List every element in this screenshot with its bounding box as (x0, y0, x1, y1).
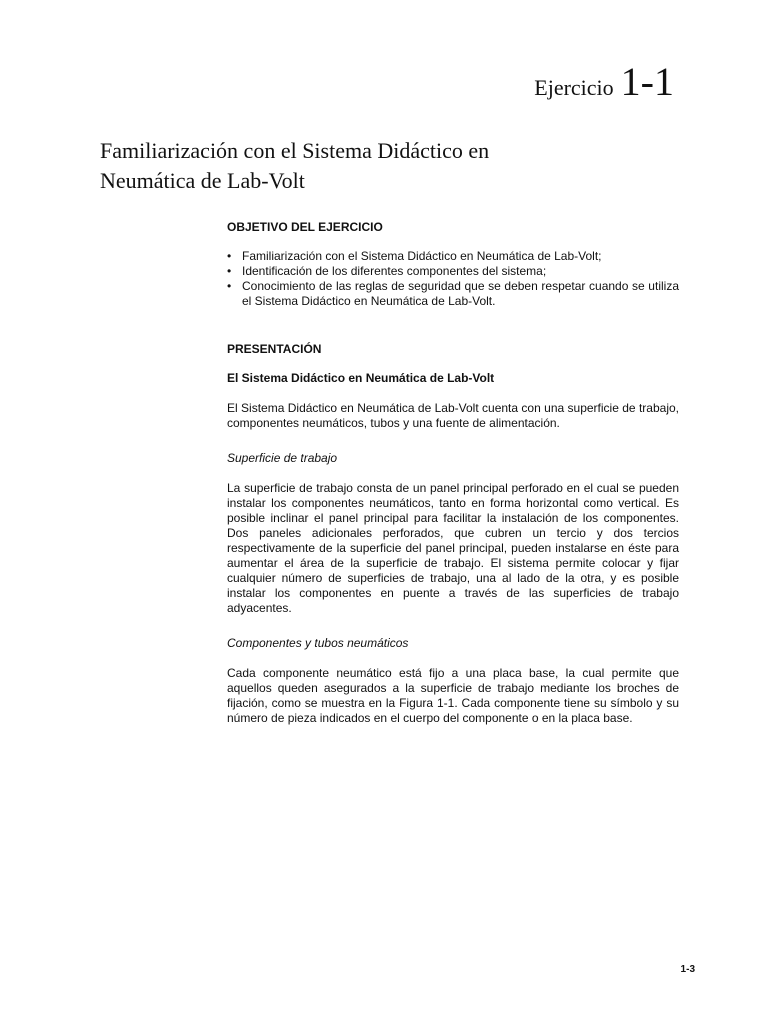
objective-list (227, 249, 679, 309)
exercise-label: Ejercicio (534, 75, 614, 100)
system-subheading: El Sistema Didáctico en Neumática de Lab-Volt (227, 371, 495, 385)
exercise-number: 1-1 (620, 59, 674, 104)
objective-item: • Identificación de los diferentes componentes del sistema; (227, 264, 679, 279)
objective-item: • Conocimiento de las reglas de seguridad que se deben respetar cuando se utiliza el Sistema Didáctico en Neumática de Lab-Volt. (227, 279, 679, 309)
page-number: 1-3 (680, 964, 695, 975)
surface-paragraph: La superficie de trabajo consta de un panel principal perforado en el cual se pueden instalar los componentes neumáticos, tanto en forma horizontal como vertical. Es posible inclinar el panel principal para facilitar la instalación de los componentes. Dos paneles adicionales perforados, que cubren un tercio y dos tercios respectivamente de la superficie del panel principal, pueden instalarse en éste para aumentar el área de la superficie de trabajo. El sistema permite colocar y fijar cualquier número de superficies de trabajo, una al lado de la otra, y es posible instalar los componentes en puente a través de las superficies de trabajo adyacentes. (227, 481, 679, 615)
surface-subheading: Superficie de trabajo (227, 451, 338, 465)
components-paragraph: Cada componente neumático está fijo a una placa base, la cual permite que aquellos queden asegurados a la superficie de trabajo mediante los broches de fijación, como se muestra en la Figura 1-1. Cada componente tiene su símbolo y su número de pieza indicados en el cuerpo del componente o en la placa base. (227, 666, 679, 725)
intro-paragraph: El Sistema Didáctico en Neumática de Lab-Volt cuenta con una superficie de trabajo, componentes neumáticos, tubos y una fuente de alimentación. (227, 401, 679, 430)
objective-item: • Familiarización con el Sistema Didáctico en Neumática de Lab-Volt; (227, 249, 679, 264)
components-subheading: Componentes y tubos neumáticos (227, 636, 409, 650)
exercise-header (534, 59, 674, 104)
objective-heading: OBJETIVO DEL EJERCICIO (227, 220, 383, 234)
page-title: Familiarización con el Sistema Didáctico en Neumática de Lab-Volt (100, 138, 490, 193)
presentation-heading: PRESENTACIÓN (227, 342, 322, 356)
main-content (227, 220, 679, 726)
